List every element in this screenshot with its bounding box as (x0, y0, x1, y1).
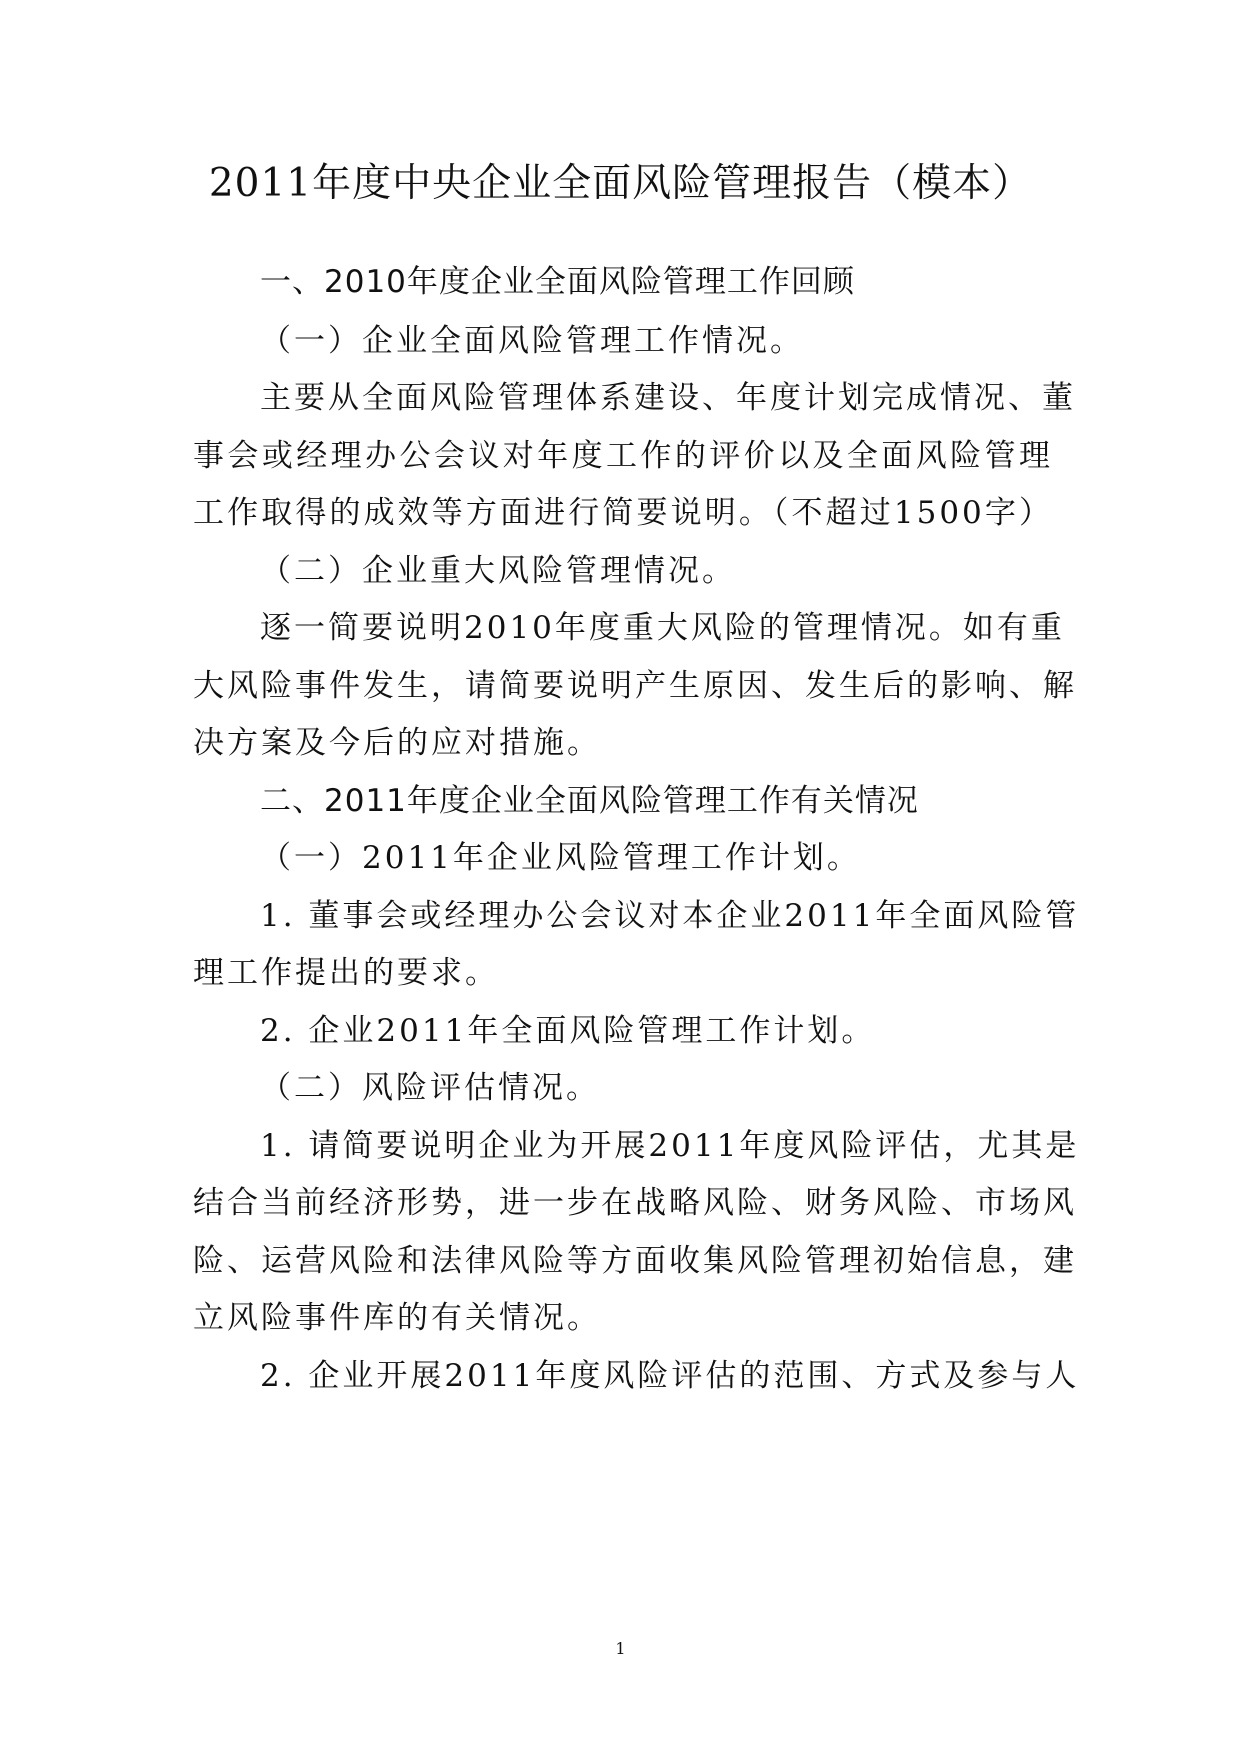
list-item-line: 理工作提出的要求。 (193, 955, 499, 991)
paragraph-line: 逐一简要说明2010年度重大风险的管理情况。如有重 (260, 610, 1065, 646)
subsection-heading: （一）企业全面风险管理工作情况。 (260, 323, 804, 359)
page-number: 1 (615, 1639, 626, 1658)
paragraph-line: 工作取得的成效等方面进行简要说明。（不超过1500字） (193, 495, 1053, 531)
subsection-heading: （二）风险评估情况。 (260, 1070, 600, 1106)
list-item-line: 立风险事件库的有关情况。 (193, 1300, 601, 1336)
section-heading-1: 一、2010年度企业全面风险管理工作回顾 (260, 264, 855, 300)
list-item-line: 险、运营风险和法律风险等方面收集风险管理初始信息，建 (193, 1243, 1077, 1279)
list-item-line: 1. 董事会或经理办公会议对本企业2011年全面风险管 (260, 898, 1080, 934)
subsection-heading: （二）企业重大风险管理情况。 (260, 553, 736, 589)
list-item-line: 结合当前经济形势，进一步在战略风险、财务风险、市场风 (193, 1185, 1077, 1221)
list-item-line: 2. 企业2011年全面风险管理工作计划。 (260, 1013, 876, 1049)
section-heading-2: 二、2011年度企业全面风险管理工作有关情况 (260, 783, 919, 819)
paragraph-line: 大风险事件发生，请简要说明产生原因、发生后的影响、解 (193, 668, 1077, 704)
document-title: 2011年度中央企业全面风险管理报告（模本） (208, 161, 1033, 206)
list-item-line: 2. 企业开展2011年度风险评估的范围、方式及参与人 (260, 1358, 1080, 1394)
paragraph-line: 主要从全面风险管理体系建设、年度计划完成情况、董 (260, 380, 1076, 416)
paragraph-line: 决方案及今后的应对措施。 (193, 725, 601, 761)
list-item-line: 1. 请简要说明企业为开展2011年度风险评估，尤其是 (260, 1128, 1080, 1164)
subsection-heading: （一）2011年企业风险管理工作计划。 (260, 840, 861, 876)
paragraph-line: 事会或经理办公会议对年度工作的评价以及全面风险管理 (193, 438, 1053, 474)
